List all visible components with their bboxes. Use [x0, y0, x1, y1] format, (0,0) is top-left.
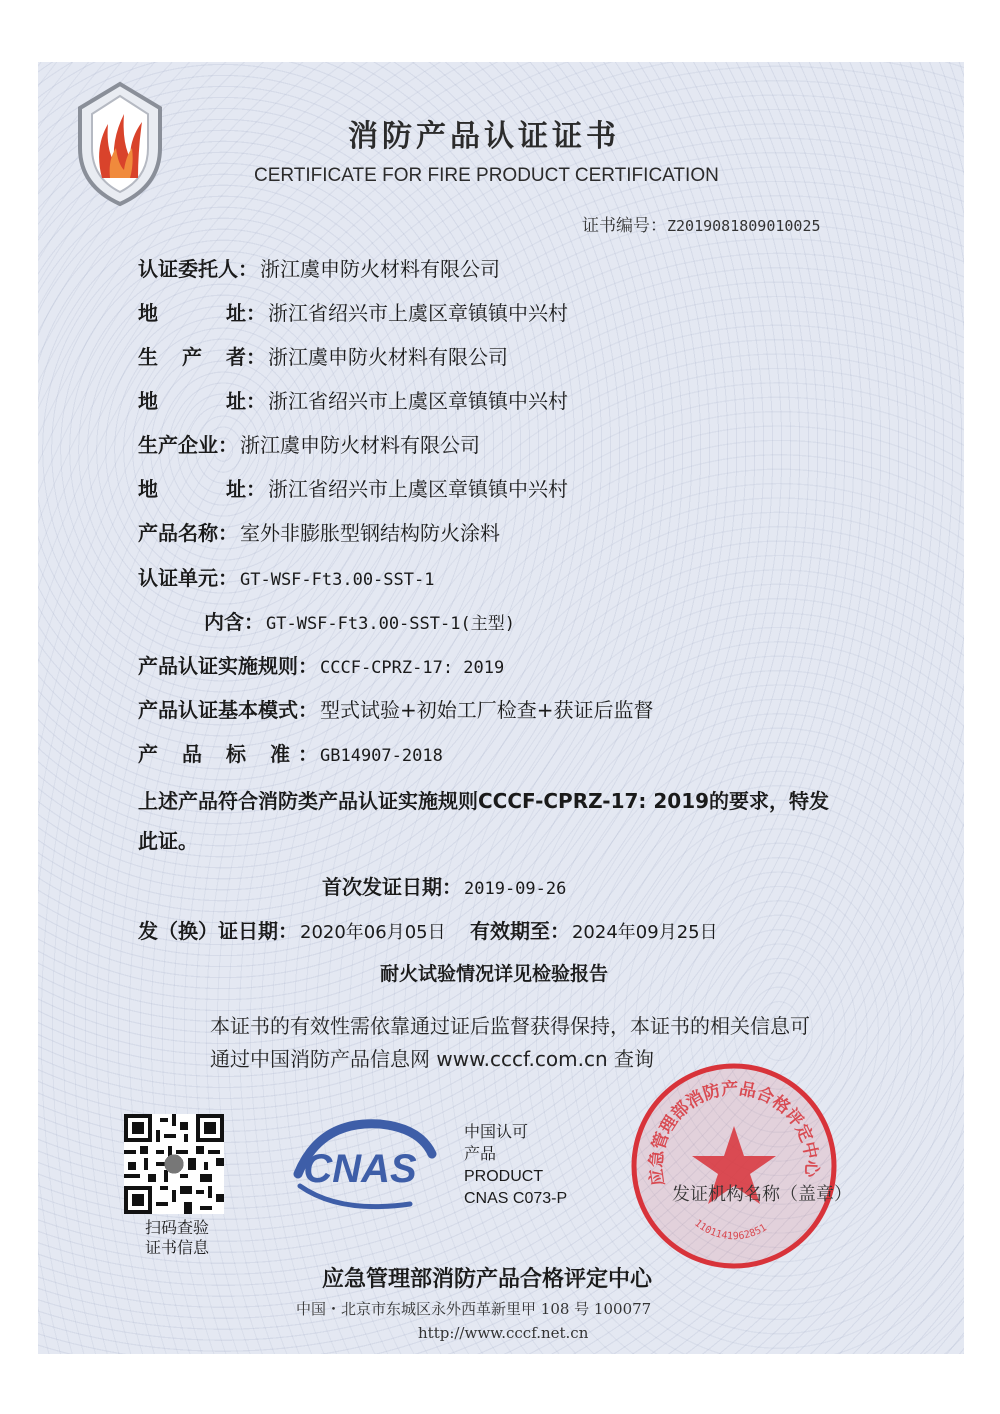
seal-number: 1101141962851 — [692, 1217, 769, 1243]
cnas-logo — [280, 1110, 440, 1220]
cnas-line2: 产品 — [464, 1146, 497, 1163]
rule-label: 产品认证实施规则： — [138, 654, 318, 678]
rule-value: CCCF-CPRZ-17: 2019 — [320, 658, 505, 678]
producer-address-row — [138, 385, 568, 414]
producer-address-value: 浙江省绍兴市上虞区章镇镇中兴村 — [268, 389, 568, 413]
seal-ring-text: 应急管理部消防产品合格评定中心 — [646, 1079, 822, 1187]
qr-caption: 扫码查验证书信息 — [144, 1218, 209, 1257]
enterprise-addr-label-a: 地 — [138, 477, 158, 501]
unit-value: GT-WSF-Ft3.00-SST-1 — [240, 570, 435, 590]
client-address-value: 浙江省绍兴市上虞区章镇镇中兴村 — [268, 301, 568, 325]
enterprise-address-row — [138, 473, 568, 502]
fire-test-note: 耐火试验情况详见检验报告 — [380, 963, 609, 985]
producer-label-a: 生 — [138, 345, 158, 369]
unit-label: 认证单元： — [138, 566, 238, 590]
statement: 上述产品符合消防类产品认证实施规则CCCF-CPRZ-17: 2019的要求，特发此证。 — [138, 789, 830, 853]
standard-label-c: 标 — [226, 742, 246, 766]
cert-no-label: 证书编号： — [582, 216, 667, 236]
cnas-line1: 中国认可 — [464, 1124, 529, 1141]
producer-label-c: 者： — [226, 345, 266, 369]
client-addr-label-b: 址： — [226, 301, 266, 325]
contains-row — [204, 606, 515, 635]
footer-url[interactable]: http://www.cccf.net.cn — [418, 1324, 589, 1342]
standard-label-b: 品 — [182, 742, 202, 766]
issue-label: 发（换）证日期： — [138, 919, 298, 943]
official-seal — [628, 1060, 840, 1272]
standard-label-a: 产 — [138, 742, 158, 766]
issue-value: 2020年06月05日 — [300, 922, 446, 943]
standard-value: GB14907-2018 — [320, 746, 443, 766]
issue-dates-row — [138, 915, 718, 944]
standard-label-d: 准 — [270, 742, 290, 766]
producer-label-b: 产 — [182, 345, 202, 369]
qr-code-icon[interactable] — [124, 1114, 224, 1214]
producer-addr-label-a: 地 — [138, 389, 158, 413]
first-issue-label: 首次发证日期： — [322, 875, 462, 899]
enterprise-row — [138, 429, 480, 458]
contains-value: GT-WSF-Ft3.00-SST-1(主型) — [266, 614, 515, 634]
validity-notice: 本证书的有效性需依靠通过证后监督获得保持，本证书的相关信息可通过中国消防产品信息网 www.cccf.com.cn 查询 — [210, 1014, 810, 1071]
client-label: 认证委托人： — [138, 257, 258, 281]
valid-value: 2024年09月25日 — [571, 922, 718, 943]
cnas-line4: CNAS C073-P — [464, 1190, 568, 1207]
standard-label-e: ： — [298, 742, 318, 766]
producer-addr-label-b: 址： — [226, 389, 266, 413]
cnas-logo-text: CNAS — [303, 1147, 417, 1191]
client-value: 浙江虞申防火材料有限公司 — [260, 257, 500, 281]
product-name-value: 室外非膨胀型钢结构防火涂料 — [240, 521, 500, 545]
rule-row — [138, 650, 504, 679]
first-issue-value: 2019-09-26 — [464, 879, 567, 899]
producer-row — [138, 341, 508, 370]
title-en: CERTIFICATE FOR FIRE PRODUCT CERTIFICATION — [254, 165, 719, 186]
contains-label: 内含： — [204, 610, 264, 634]
client-addr-label-a: 地 — [138, 301, 158, 325]
title-cn: 消防产品认证证书 — [348, 119, 620, 154]
enterprise-value: 浙江虞申防火材料有限公司 — [240, 433, 480, 457]
cnas-line3: PRODUCT — [464, 1168, 544, 1185]
client-row — [138, 253, 500, 282]
issuer-label: 发证机构名称（盖章） — [672, 1184, 852, 1205]
client-address-row — [138, 297, 568, 326]
producer-value: 浙江虞申防火材料有限公司 — [268, 345, 508, 369]
standard-row — [138, 738, 443, 767]
mode-row — [138, 694, 654, 723]
unit-row — [138, 562, 434, 591]
mode-value: 型式试验+初始工厂检查+获证后监督 — [320, 698, 654, 722]
first-issue-row — [322, 871, 566, 900]
certificate-number — [582, 211, 821, 236]
enterprise-addr-label-b: 址： — [226, 477, 266, 501]
enterprise-label: 生产企业： — [138, 433, 238, 457]
product-name-label: 产品名称： — [138, 521, 238, 545]
fire-certification-logo — [72, 78, 168, 208]
enterprise-address-value: 浙江省绍兴市上虞区章镇镇中兴村 — [268, 477, 568, 501]
cert-no-value: Z2019081809010025 — [667, 217, 821, 235]
mode-label: 产品认证基本模式： — [138, 698, 318, 722]
product-name-row — [138, 517, 500, 546]
cnas-accreditation — [464, 1122, 567, 1210]
footer-address: 中国・北京市东城区永外西革新里甲 108 号 100077 — [296, 1300, 652, 1318]
footer-org: 应急管理部消防产品合格评定中心 — [322, 1267, 653, 1292]
valid-label: 有效期至： — [469, 919, 570, 943]
